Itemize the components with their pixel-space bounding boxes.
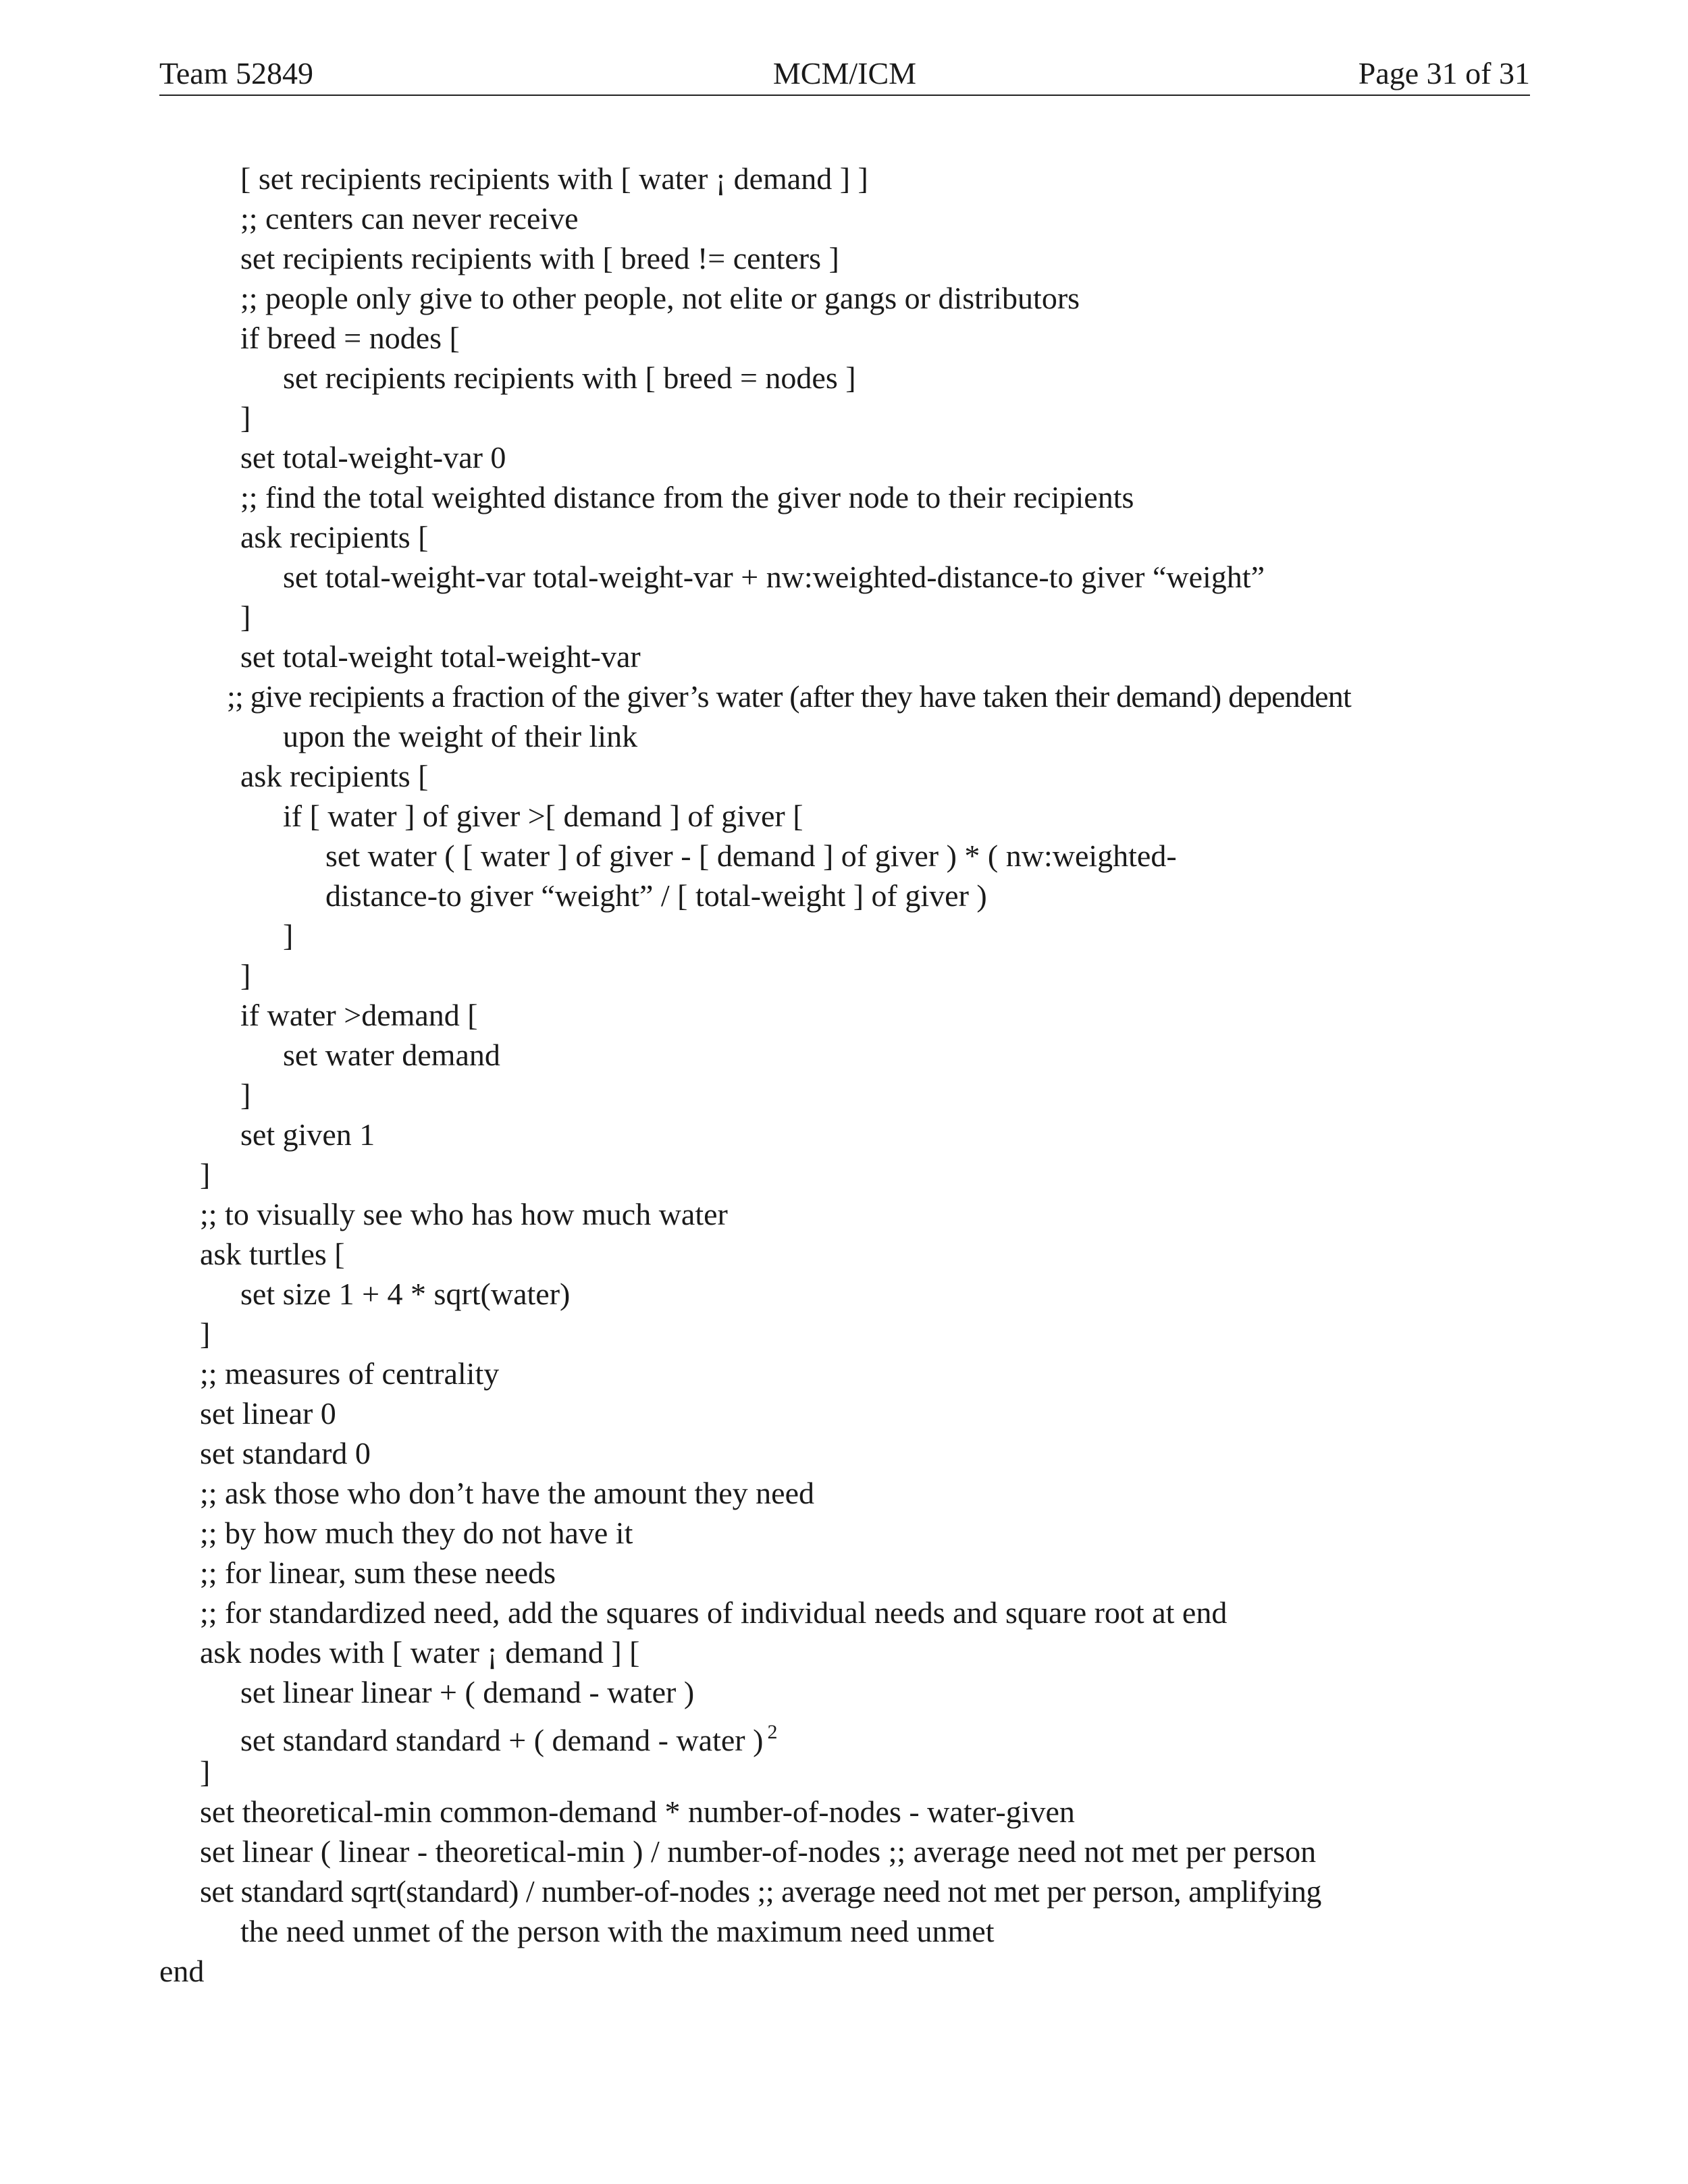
code-line: if water >demand [: [240, 998, 478, 1032]
code-line: end: [159, 1954, 205, 1988]
code-line: set size 1 + 4 * sqrt(water): [240, 1277, 571, 1311]
code-line: ask recipients [: [240, 759, 429, 793]
code-line: set theoretical-min common-demand * number-of-nodes - water-given: [200, 1794, 1075, 1829]
code-line: set water demand: [283, 1038, 500, 1072]
code-line: set linear 0: [200, 1396, 336, 1431]
code-line: [ set recipients recipients with [ water ¡ demand ] ]: [240, 161, 868, 196]
code-line: ]: [200, 1755, 211, 1789]
code-line: ]: [200, 1316, 211, 1351]
code-line: ;; by how much they do not have it: [200, 1516, 633, 1550]
code-line: ;; for standardized need, add the squares of individual needs and square root at end: [200, 1595, 1228, 1630]
code-line: set total-weight total-weight-var: [240, 639, 641, 674]
code-line: ]: [240, 958, 251, 992]
code-line: ;; measures of centrality: [200, 1356, 500, 1391]
code-line: set recipients recipients with [ breed = nodes ]: [283, 361, 856, 395]
code-line: set total-weight-var total-weight-var + nw:weighted-distance-to giver “weight”: [283, 560, 1265, 594]
code-line: ;; give recipients a fraction of the giver’s water (after they have taken their demand) dependent: [227, 679, 1351, 714]
code-line: set linear ( linear - theoretical-min ) / number-of-nodes ;; average need not met per person: [200, 1834, 1317, 1869]
team-number: Team 52849: [159, 56, 314, 90]
code-line: ]: [240, 1077, 251, 1112]
code-line: set standard sqrt(standard) / number-of-nodes ;; average need not met per person, amplifying: [200, 1874, 1321, 1909]
code-line: ask recipients [: [240, 520, 429, 554]
code-line: set standard 0: [200, 1436, 371, 1470]
code-line: ]: [240, 400, 251, 435]
code-line: ;; people only give to other people, not elite or gangs or distributors: [240, 281, 1080, 315]
code-line: set total-weight-var 0: [240, 440, 506, 475]
code-line: set linear linear + ( demand - water ): [240, 1675, 695, 1709]
code-line: ;; to visually see who has how much water: [200, 1197, 728, 1231]
code-line: set given 1: [240, 1117, 375, 1152]
code-line: the need unmet of the person with the maximum need unmet: [240, 1914, 995, 1948]
code-line: if breed = nodes [: [240, 321, 460, 355]
code-line-text: set standard standard + ( demand - water ): [240, 1723, 764, 1757]
code-line: if [ water ] of giver >[ demand ] of giver [: [283, 799, 803, 833]
code-line: set recipients recipients with [ breed != centers ]: [240, 241, 839, 275]
code-line: ]: [200, 1157, 211, 1192]
code-line: ;; ask those who don’t have the amount they need: [200, 1476, 815, 1510]
code-line: upon the weight of their link: [283, 719, 638, 753]
code-line: set water ( [ water ] of giver - [ demand ] of giver ) * ( nw:weighted-: [325, 838, 1177, 873]
code-line: distance-to giver “weight” / [ total-weight ] of giver ): [325, 878, 987, 913]
code-line-with-superscript: [240, 1714, 777, 1759]
code-line: ;; centers can never receive: [240, 201, 579, 236]
code-line: ;; find the total weighted distance from the giver node to their recipients: [240, 480, 1134, 514]
code-line: ask turtles [: [200, 1237, 345, 1271]
page-header: [159, 53, 1530, 96]
code-line: ;; for linear, sum these needs: [200, 1555, 556, 1590]
superscript-two: 2: [767, 1721, 778, 1743]
code-line: ask nodes with [ water ¡ demand ] [: [200, 1635, 640, 1670]
code-line: ]: [283, 918, 294, 953]
code-line: ]: [240, 600, 251, 634]
contest-name: MCM/ICM: [772, 56, 917, 90]
page-number: Page 31 of 31: [1358, 56, 1530, 90]
